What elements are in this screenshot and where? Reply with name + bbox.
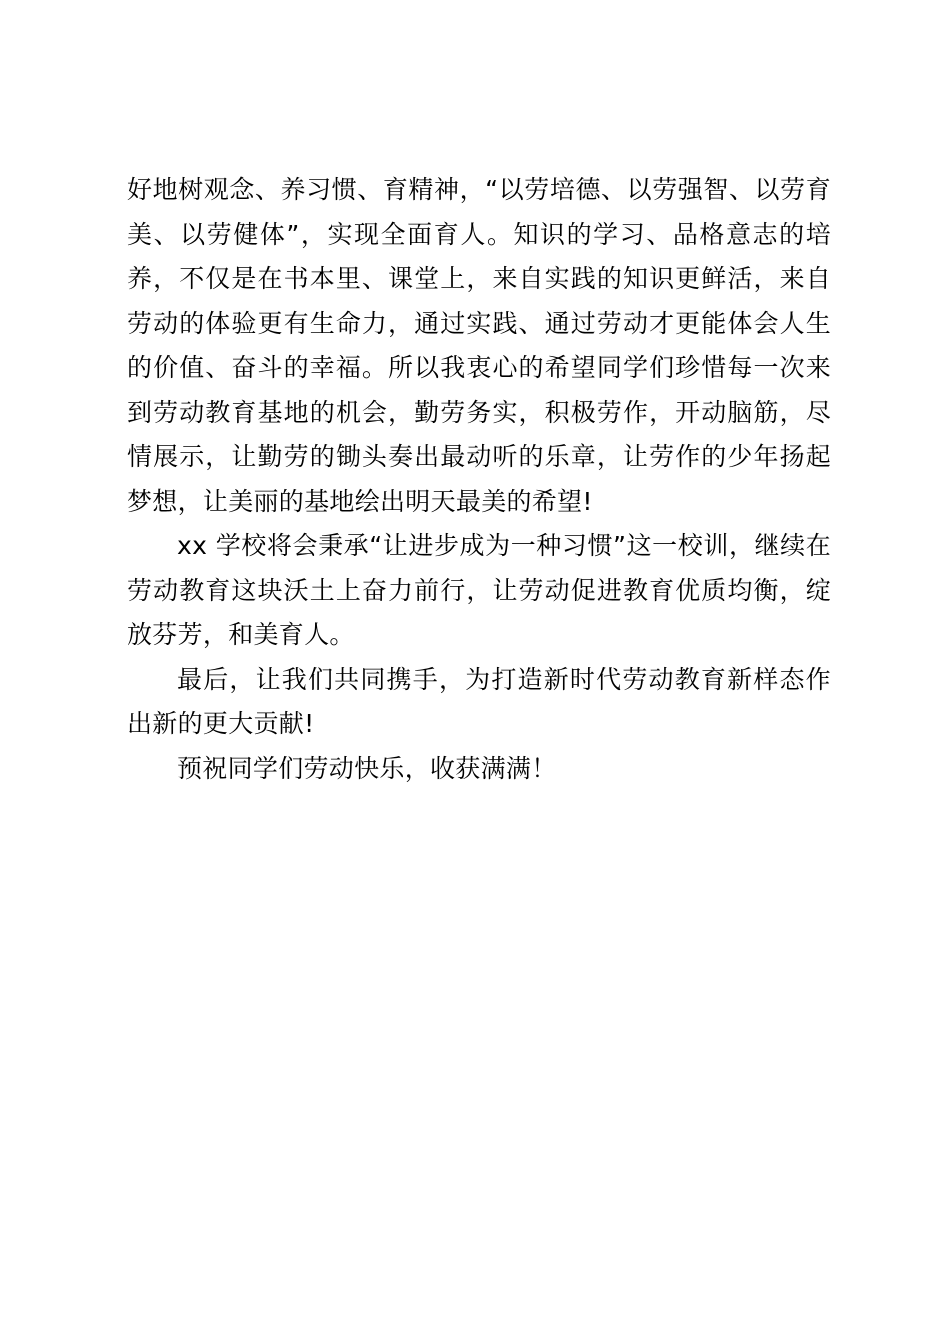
paragraph-school-motto: xx 学校将会秉承“让进步成为一种习惯”这一校训，继续在劳动教育这块沃土上奋力前行，让劳动促进教育优质均衡，绽放芬芳，和美育人。 <box>127 531 831 649</box>
paragraph-continued: 好地树观念、养习惯、育精神，“以劳培德、以劳强智、以劳育美、以劳健体”，实现全面育人。知识的学习、品格意志的培养，不仅是在书本里、课堂上，来自实践的知识更鲜活，来自劳动的体验更有生命力，通过实践、通过劳动才更能体会人生的价值、奋斗的幸福。所以我衷心的希望同学们珍惜每一次来到劳动教育基地的机会，勤劳务实，积极劳作，开动脑筋，尽情展示，让勤劳的锄头奏出最动听的乐章，让劳作的少年扬起梦想，让美丽的基地绘出明天最美的希望! <box>127 175 831 516</box>
paragraph-closing: 最后，让我们共同携手，为打造新时代劳动教育新样态作出新的更大贡献! <box>127 664 831 738</box>
document-body <box>127 168 831 791</box>
paragraph-wishes: 预祝同学们劳动快乐，收获满满！ <box>177 753 557 783</box>
